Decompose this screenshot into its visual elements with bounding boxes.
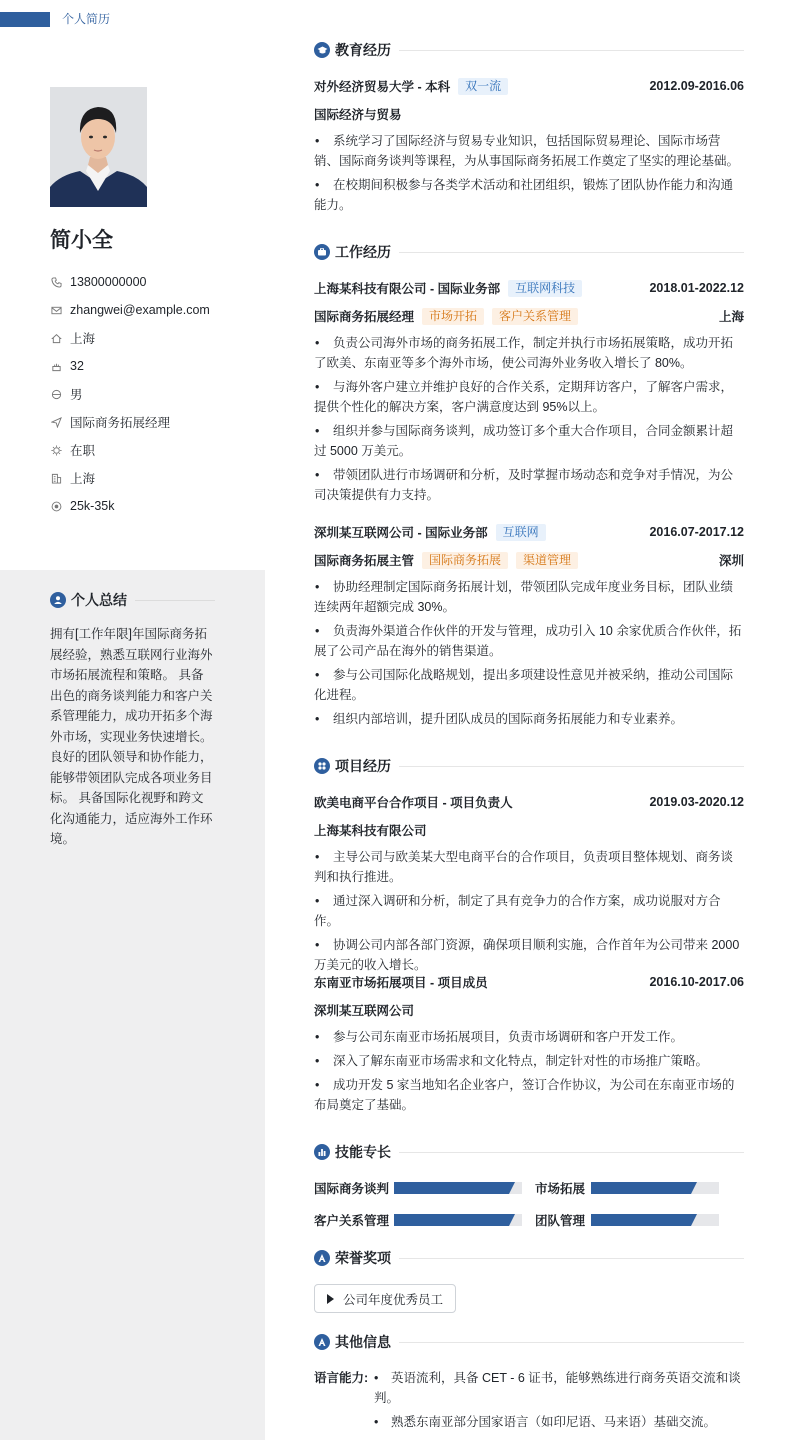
job-company-row: [314, 279, 744, 297]
gender-value: 男: [70, 388, 83, 402]
role-tag: 渠道管理: [516, 552, 578, 569]
skill-item: [314, 1180, 522, 1196]
summary-text: 拥有[工作年限]年国际商务拓展经验，熟悉互联网行业海外市场拓展流程和策略。 具备出色的商务谈判能力和客户关系管理能力，成功开拓多个海外市场，实现业务快速增长。 良好的团队领导和协作能力，能够带领团队完成各项业务目标。 具备国际化视野和跨文化沟通能力，适应海外工作环境。: [50, 627, 213, 846]
projects-title: 项目经历: [335, 758, 391, 774]
bar-chart-icon: [314, 1144, 330, 1160]
project-name-row: [314, 793, 744, 811]
list-item: • 负责公司海外市场的商务拓展工作，制定并执行市场拓展策略，成功开拓了欧美、东南亚等多个海外市场，使公司海外业务收入增长了 80%。: [314, 333, 744, 373]
education-major-row: [314, 105, 744, 123]
info-city: [50, 464, 250, 492]
target-position-value: 国际商务拓展经理: [70, 416, 171, 430]
age-icon: [50, 360, 62, 372]
grid-icon: [314, 758, 330, 774]
project-period: 2016.10-2017.06: [649, 975, 744, 989]
target-position-icon: [50, 416, 62, 428]
job-bullets: [314, 577, 744, 733]
company-tag: 互联网科技: [508, 280, 582, 297]
awards-section-header: [314, 1248, 744, 1268]
skill-bar-fill: [591, 1214, 691, 1226]
avatar: [50, 87, 147, 207]
salary-icon: [50, 500, 62, 512]
skill-bar-fill: [394, 1214, 509, 1226]
status-icon: [50, 444, 62, 456]
list-item: • 参与公司国际化战略规划，提出多项建设性意见并被采纳，推动公司国际化进程。: [314, 665, 744, 705]
project-bullets: [314, 847, 744, 979]
job-period: 2016.07-2017.12: [649, 525, 744, 539]
job-role-row: [314, 307, 744, 325]
skill-bar-track: [394, 1214, 522, 1226]
list-item: • 参与公司东南亚市场拓展项目，负责市场调研和客户开发工作。: [314, 1027, 744, 1047]
section-divider: [399, 1342, 744, 1343]
section-divider: [399, 1152, 744, 1153]
other-title: 其他信息: [335, 1334, 391, 1350]
info-location: [50, 324, 250, 352]
contact-info-list: [50, 268, 250, 520]
list-item: • 英语流利，具备 CET - 6 证书，能够熟练进行商务英语交流和谈判。: [374, 1368, 744, 1408]
project-org-row: [314, 1001, 744, 1019]
job-company: 深圳某互联网公司 - 国际业务部: [314, 526, 488, 540]
section-divider: [399, 1258, 744, 1259]
info-phone: [50, 268, 250, 296]
phone-icon: [50, 276, 62, 288]
skill-bar-track: [591, 1182, 719, 1194]
language-label: 语言能力:: [314, 1371, 369, 1385]
list-item: • 主导公司与欧美某大型电商平台的合作项目，负责项目整体规划、商务谈判和执行推进。: [314, 847, 744, 887]
job-city: 上海: [718, 310, 744, 324]
status-value: 在职: [70, 444, 96, 458]
project-name-row: [314, 973, 744, 991]
skill-bar-fill: [591, 1182, 691, 1194]
candidate-name: 简小全: [50, 229, 113, 252]
awards-title: 荣誉奖项: [335, 1250, 391, 1266]
skill-bar-track: [591, 1214, 719, 1226]
job-role-row: [314, 551, 744, 569]
list-item: • 协调公司内部各部门资源，确保项目顺利实施，合作首年为公司带来 2000 万美元的收入增长。: [314, 935, 744, 975]
project-name: 东南亚市场拓展项目 - 项目成员: [314, 976, 488, 990]
language-list: [374, 1368, 744, 1436]
section-divider: [399, 252, 744, 253]
skill-bar-track: [394, 1182, 522, 1194]
email-value: zhangwei@example.com: [70, 303, 210, 317]
mail-icon: [50, 304, 62, 316]
salary-value: 25k-35k: [70, 499, 115, 513]
info-salary: [50, 492, 250, 520]
skills-section-header: [314, 1142, 744, 1162]
list-item: • 组织内部培训，提升团队成员的国际商务拓展能力和专业素养。: [314, 709, 744, 729]
location-value: 上海: [70, 332, 96, 346]
skills-title: 技能专长: [335, 1144, 391, 1160]
section-divider: [135, 600, 215, 601]
award-label: 公司年度优秀员工: [343, 1292, 444, 1307]
list-item: • 带领团队进行市场调研和分析，及时掌握市场动态和竞争对手情况，为公司决策提供有力支持。: [314, 465, 744, 505]
work-title: 工作经历: [335, 244, 391, 260]
list-item: • 协助经理制定国际商务拓展计划，带领团队完成年度业务目标，团队业绩连续两年超额完成 30%。: [314, 577, 744, 617]
section-divider: [399, 766, 744, 767]
education-major: 国际经济与贸易: [314, 108, 402, 122]
summary-title: 个人总结: [71, 592, 127, 608]
city-icon: [50, 472, 62, 484]
work-section-header: [314, 242, 744, 262]
project-bullets: [314, 1027, 744, 1119]
list-item: • 负责海外渠道合作伙伴的开发与管理，成功引入 10 余家优质合作伙伴，拓展了公司产品在海外的销售渠道。: [314, 621, 744, 661]
award-icon: [314, 1250, 330, 1266]
city-value: 上海: [70, 472, 96, 486]
job-role: 国际商务拓展经理: [314, 310, 415, 324]
role-tag: 客户关系管理: [492, 308, 578, 325]
list-item: • 与海外客户建立并维护良好的合作关系，定期拜访客户，了解客户需求，提供个性化的解决方案，客户满意度达到 95%以上。: [314, 377, 744, 417]
list-item: • 成功开发 5 家当地知名企业客户，签订合作协议，为公司在东南亚市场的布局奠定了基础。: [314, 1075, 744, 1115]
phone-value: 13800000000: [70, 275, 147, 289]
education-period: 2012.09-2016.06: [649, 79, 744, 93]
education-section-header: [314, 40, 744, 60]
education-school-row: [314, 77, 744, 95]
company-tag: 互联网: [496, 524, 546, 541]
job-city: 深圳: [718, 554, 744, 568]
award-item[interactable]: [314, 1284, 456, 1313]
project-period: 2019.03-2020.12: [649, 795, 744, 809]
gender-icon: [50, 388, 62, 400]
skill-name: 团队管理: [535, 1214, 586, 1228]
user-icon: [50, 592, 66, 608]
role-tag: 国际商务拓展: [422, 552, 508, 569]
school-tag: 双一流: [458, 78, 508, 95]
skill-name: 客户关系管理: [314, 1214, 390, 1228]
info-age: [50, 352, 250, 380]
info-email: [50, 296, 250, 324]
briefcase-icon: [314, 244, 330, 260]
section-divider: [399, 50, 744, 51]
job-company-row: [314, 523, 744, 541]
skill-item: [535, 1212, 719, 1228]
info-target-position: [50, 408, 250, 436]
info-gender: [50, 380, 250, 408]
skill-name: 市场拓展: [535, 1182, 586, 1196]
other-section-header: [314, 1332, 744, 1352]
graduation-cap-icon: [314, 42, 330, 58]
play-icon: [327, 1294, 334, 1304]
skill-bar-fill: [394, 1182, 509, 1194]
list-item: • 在校期间积极参与各类学术活动和社团组织，锻炼了团队协作能力和沟通能力。: [314, 175, 744, 215]
job-bullets: [314, 333, 744, 509]
education-title: 教育经历: [335, 42, 391, 58]
skill-item: [535, 1180, 719, 1196]
home-icon: [50, 332, 62, 344]
list-item: • 系统学习了国际经济与贸易专业知识，包括国际贸易理论、国际市场营销、国际商务谈判等课程，为从事国际商务拓展工作奠定了坚实的理论基础。: [314, 131, 744, 171]
info-badge-icon: [314, 1334, 330, 1350]
job-company: 上海某科技有限公司 - 国际业务部: [314, 282, 501, 296]
header-accent-bar: [0, 12, 50, 27]
job-role: 国际商务拓展主管: [314, 554, 415, 568]
resume-header-tab: [0, 12, 150, 27]
skill-name: 国际商务谈判: [314, 1182, 390, 1196]
age-value: 32: [70, 359, 84, 373]
info-status: [50, 436, 250, 464]
summary-section-header: [50, 590, 215, 610]
header-tab-label: 个人简历: [62, 12, 111, 26]
education-bullets: [314, 131, 744, 219]
list-item: • 熟悉东南亚部分国家语言（如印尼语、马来语）基础交流。: [374, 1412, 744, 1432]
list-item: • 深入了解东南亚市场需求和文化特点，制定针对性的市场推广策略。: [314, 1051, 744, 1071]
project-org: 上海某科技有限公司: [314, 824, 427, 838]
projects-section-header: [314, 756, 744, 776]
project-org: 深圳某互联网公司: [314, 1004, 415, 1018]
project-name: 欧美电商平台合作项目 - 项目负责人: [314, 796, 513, 810]
project-org-row: [314, 821, 744, 839]
school-name: 对外经济贸易大学 - 本科: [314, 80, 451, 94]
job-period: 2018.01-2022.12: [649, 281, 744, 295]
list-item: • 组织并参与国际商务谈判，成功签订多个重大合作项目，合同金额累计超过 5000 万美元。: [314, 421, 744, 461]
skill-item: [314, 1212, 522, 1228]
role-tag: 市场开拓: [422, 308, 484, 325]
list-item: • 通过深入调研和分析，制定了具有竞争力的合作方案，成功说服对方合作。: [314, 891, 744, 931]
